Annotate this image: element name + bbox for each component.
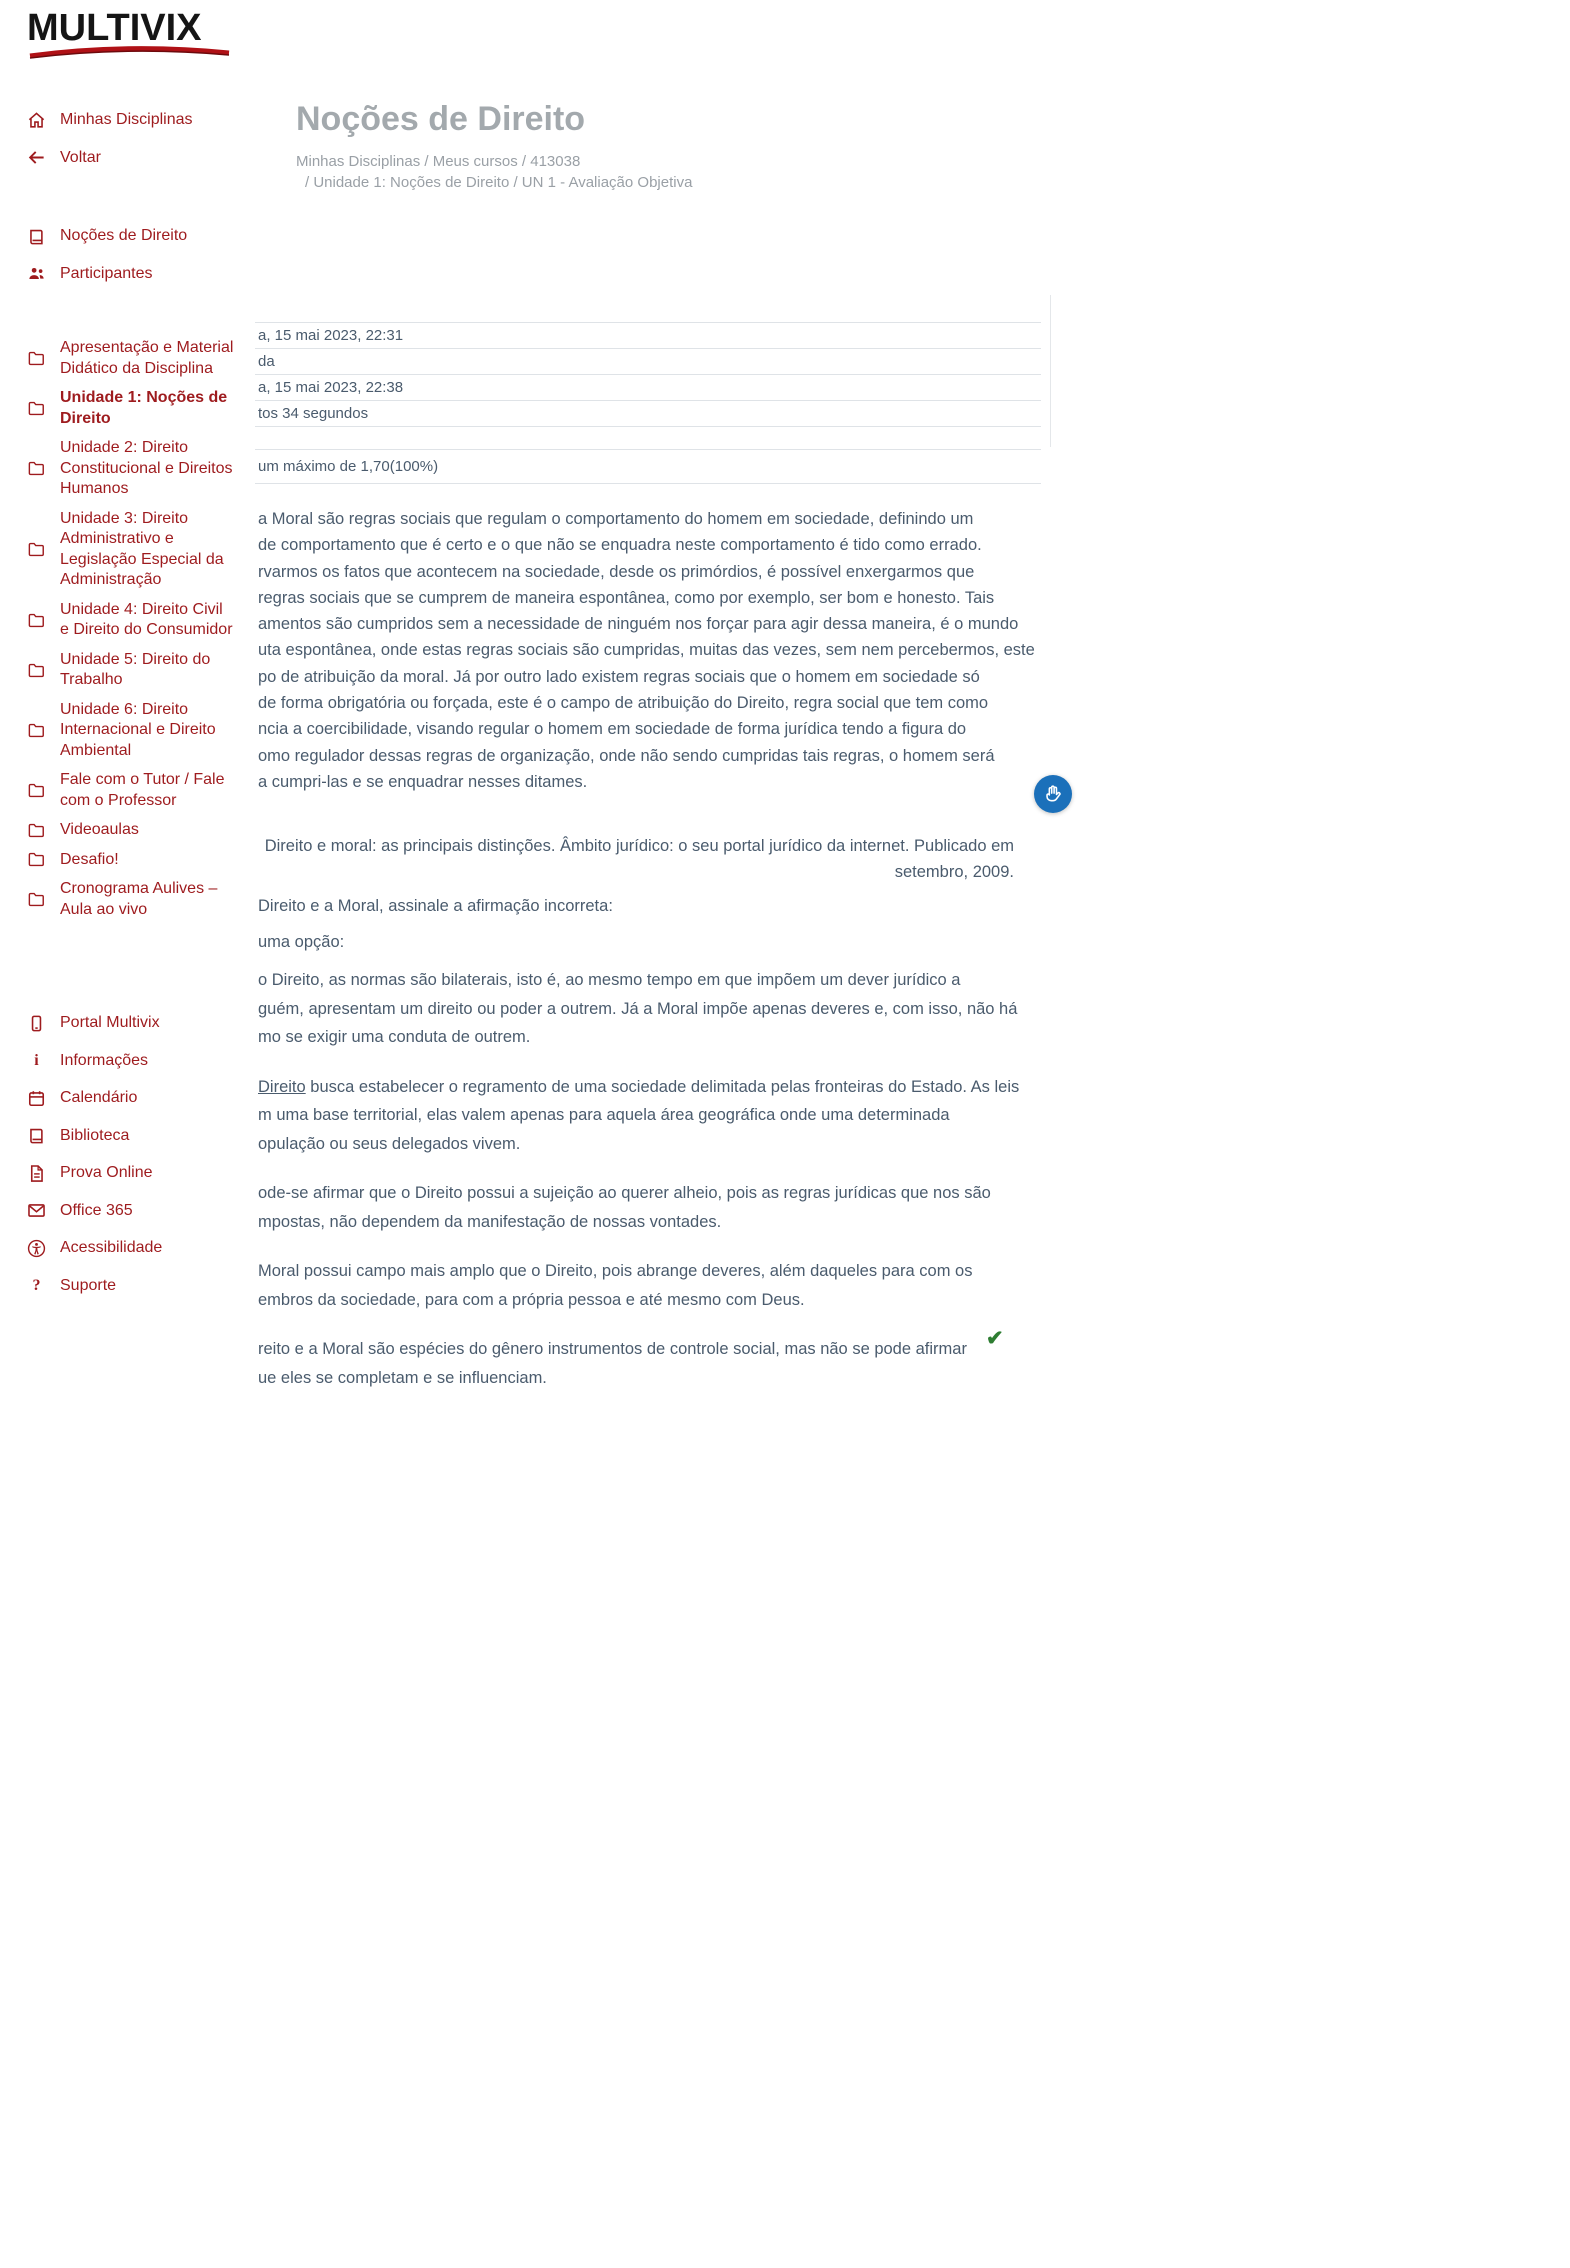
sidebar-item-label: Voltar xyxy=(60,148,101,166)
question-line: de forma obrigatória ou forçada, este é o campo de atribuição do Direito, regra social que tem como xyxy=(258,694,989,713)
sidebar-item-label: Informações xyxy=(60,1051,149,1069)
page-title: Noções de Direito xyxy=(296,100,586,138)
calendar-icon xyxy=(27,1089,46,1108)
option-line: o Direito, as normas são bilaterais, isto é, ao mesmo tempo em que impõem um dever jurídico a xyxy=(258,971,961,989)
sidebar-item-suporte[interactable] xyxy=(27,1276,236,1297)
sidebar-item-label: Acessibilidade xyxy=(60,1239,163,1256)
folder-icon xyxy=(27,540,46,559)
sidebar-item-desafio[interactable] xyxy=(27,850,236,871)
sidebar-item-label: Videoaulas xyxy=(60,821,139,838)
sidebar-item-label: Unidade 6: Direito Internacional e Direito Ambiental xyxy=(60,700,216,759)
sidebar-item-apresentacao[interactable] xyxy=(27,338,236,379)
mobile-icon xyxy=(27,1014,46,1033)
option-line: mo se exigir uma conduta de outrem. xyxy=(258,1028,531,1046)
folder-icon xyxy=(27,781,46,800)
answer-option-b xyxy=(258,1073,1018,1159)
choose-option-label: uma opção: xyxy=(258,933,345,951)
sidebar-item-label: Biblioteca xyxy=(60,1126,130,1144)
sidebar-item-unidade-6[interactable] xyxy=(27,700,236,762)
answer-options xyxy=(258,966,1018,1413)
question-text xyxy=(258,506,1035,795)
book-icon xyxy=(27,1126,46,1145)
sidebar-item-label: Minhas Disciplinas xyxy=(60,111,193,128)
attempt-summary-table xyxy=(255,322,1041,484)
multivix-logo-text: MULTIVIX xyxy=(27,7,202,49)
option-line: mpostas, não dependem da manifestação de nossas vontades. xyxy=(258,1212,722,1231)
citation-line-1: Direito e moral: as principais distinções. Âmbito jurídico: o seu portal jurídico da internet. Publicado em xyxy=(264,837,1014,855)
option-line: Moral possui campo mais amplo que o Direito, pois abrange deveres, além daqueles para com os xyxy=(258,1262,973,1280)
sidebar-item-biblioteca[interactable] xyxy=(27,1126,236,1147)
option-line: opulação ou seus delegados vivem. xyxy=(258,1134,521,1153)
underlined-term: Direito xyxy=(258,1077,306,1096)
sidebar-item-portal-multivix[interactable] xyxy=(27,1013,236,1034)
question-line: de comportamento que é certo e o que não se enquadra neste comportamento é tido como errado. xyxy=(258,536,982,555)
sidebar-item-label: Calendário xyxy=(60,1089,138,1106)
sidebar-item-label: Apresentação e Material Didático da Disciplina xyxy=(60,339,234,377)
summary-row-time-taken: tos 34 segundos xyxy=(255,400,1041,427)
multivix-logo xyxy=(27,8,237,60)
option-line: ode-se afirmar que o Direito possui a sujeição ao querer alheio, pois as regras jurídicas que nos são xyxy=(258,1184,991,1202)
sidebar-item-label: Suporte xyxy=(60,1276,117,1294)
sidebar-item-label: Participantes xyxy=(60,264,153,282)
question-prompt: Direito e a Moral, assinale a afirmação incorreta: xyxy=(258,897,613,915)
question-citation xyxy=(258,833,1014,886)
sidebar-nav-group xyxy=(27,110,236,185)
sidebar-item-label: Unidade 1: Noções de Direito xyxy=(60,389,228,427)
question-line: amentos são cumpridos sem a necessidade de ninguém nos forçar para agir dessa maneira, é o mundo xyxy=(258,615,1019,634)
sidebar-item-unidade-2[interactable] xyxy=(27,438,236,500)
sidebar-course-group xyxy=(27,226,236,301)
question-line: ncia a coercibilidade, visando regular o homem em sociedade de forma jurídica tendo a figura do xyxy=(258,720,967,739)
folder-icon xyxy=(27,721,46,740)
accessibility-widget-button[interactable] xyxy=(1034,775,1072,813)
sidebar-item-label: Cronograma Aulives – Aula ao vivo xyxy=(60,880,218,918)
answer-option-d xyxy=(258,1257,1018,1314)
sidebar-item-prova-online[interactable] xyxy=(27,1163,236,1184)
correct-answer-check-icon: ✔ xyxy=(986,1327,1004,1350)
info-icon: i xyxy=(34,1051,39,1069)
file-icon xyxy=(27,1164,46,1183)
question-line: omo regulador dessas regras de organização, onde não sendo cumpridas tais regras, o homem será xyxy=(258,746,995,765)
sidebar-item-cronograma[interactable] xyxy=(27,879,236,920)
sidebar-item-unidade-1[interactable] xyxy=(27,388,236,429)
sidebar-item-voltar[interactable] xyxy=(27,148,236,169)
summary-row-started: a, 15 mai 2023, 22:31 xyxy=(255,322,1041,348)
arrow-left-icon xyxy=(27,148,46,167)
summary-row-grade: um máximo de 1,70(100%) xyxy=(255,449,1041,484)
sidebar-item-unidade-3[interactable] xyxy=(27,509,236,591)
option-line: embros da sociedade, para com a própria pessoa e até mesmo com Deus. xyxy=(258,1290,805,1309)
question-line: uta espontânea, onde estas regras sociais são cumpridas, muitas das vezes, sem nem percebermos, este xyxy=(258,641,1035,660)
sidebar-item-label: Portal Multivix xyxy=(60,1014,160,1031)
folder-icon xyxy=(27,399,46,418)
sidebar-item-label: Prova Online xyxy=(60,1164,153,1181)
breadcrumb-line-1[interactable]: Minhas Disciplinas / Meus cursos / 413038 xyxy=(296,153,581,170)
sidebar-item-label: Unidade 4: Direito Civil e Direito do Consumidor xyxy=(60,600,233,638)
sidebar-item-acessibilidade[interactable] xyxy=(27,1238,236,1259)
users-icon xyxy=(27,264,46,283)
folder-icon xyxy=(27,459,46,478)
option-line: m uma base territorial, elas valem apenas para aquela área geográfica onde uma determinada xyxy=(258,1106,950,1124)
option-line: ue eles se completam e se influenciam. xyxy=(258,1368,547,1387)
question-line: regras sociais que se cumprem de maneira espontânea, como por exemplo, ser bom e honesto. Tais xyxy=(258,588,995,607)
sidebar-item-label: Unidade 3: Direito Administrativo e Legislação Especial da Administração xyxy=(60,509,224,588)
option-line-rest: busca estabelecer o regramento de uma sociedade delimitada pelas fronteiras do Estado. As leis xyxy=(305,1077,1020,1096)
citation-line-2: setembro, 2009. xyxy=(894,863,1014,882)
sidebar-item-label: Fale com o Tutor / Fale com o Professor xyxy=(60,771,225,809)
sidebar-tools-group xyxy=(27,1013,236,1313)
sidebar-item-label: Desafio! xyxy=(60,850,119,868)
folder-icon xyxy=(27,661,46,680)
breadcrumb[interactable] xyxy=(296,151,692,193)
sidebar-item-participantes[interactable] xyxy=(27,264,236,285)
sidebar-item-label: Office 365 xyxy=(60,1201,133,1219)
accessibility-icon xyxy=(27,1239,46,1258)
sidebar-item-label: Noções de Direito xyxy=(60,227,188,244)
home-icon xyxy=(27,111,46,130)
sidebar-item-office-365[interactable] xyxy=(27,1201,236,1222)
question-line: a cumpri-las e se enquadrar nesses ditames. xyxy=(258,772,588,791)
breadcrumb-line-2[interactable]: / Unidade 1: Noções de Direito / UN 1 - Avaliação Objetiva xyxy=(305,174,693,191)
answer-option-c xyxy=(258,1179,1018,1236)
sidebar-sections-group xyxy=(27,338,236,929)
envelope-icon xyxy=(27,1201,46,1220)
sidebar-item-informacoes[interactable] xyxy=(27,1051,236,1072)
sidebar-item-nocoes-de-direito[interactable] xyxy=(27,226,236,247)
question-line: a Moral são regras sociais que regulam o comportamento do homem em sociedade, definindo um xyxy=(258,510,974,528)
option-line: reito e a Moral são espécies do gênero instrumentos de controle social, mas não se pode afirmar xyxy=(258,1340,967,1358)
option-line: guém, apresentam um direito ou poder a outrem. Já a Moral impõe apenas deveres e, com isso, não há xyxy=(258,999,1018,1018)
folder-icon xyxy=(27,349,46,368)
answer-option-a xyxy=(258,966,1018,1052)
summary-row-state: da xyxy=(255,348,1041,374)
question-line: po de atribuição da moral. Já por outro lado existem regras sociais que o homem em sociedade só xyxy=(258,667,980,686)
folder-icon xyxy=(27,850,46,869)
sidebar-item-unidade-4[interactable] xyxy=(27,600,236,641)
folder-icon xyxy=(27,611,46,630)
summary-right-divider xyxy=(1050,295,1051,447)
question-line: rvarmos os fatos que acontecem na sociedade, desde os primórdios, é possível enxergarmos que xyxy=(258,562,975,581)
sidebar-item-fale-com-tutor[interactable] xyxy=(27,770,236,811)
sidebar-item-label: Unidade 2: Direito Constitucional e Direitos Humanos xyxy=(60,439,233,497)
answer-option-e xyxy=(258,1327,1018,1392)
option-line xyxy=(258,1073,1018,1102)
sidebar-item-minhas-disciplinas[interactable] xyxy=(27,110,236,131)
folder-icon xyxy=(27,890,46,909)
summary-row-completed: a, 15 mai 2023, 22:38 xyxy=(255,374,1041,400)
book-icon xyxy=(27,227,46,246)
sidebar-item-unidade-5[interactable] xyxy=(27,650,236,691)
sidebar-item-videoaulas[interactable] xyxy=(27,820,236,841)
question-icon: ? xyxy=(32,1276,41,1294)
hand-icon xyxy=(1042,783,1064,805)
sidebar-item-calendario[interactable] xyxy=(27,1088,236,1109)
folder-icon xyxy=(27,821,46,840)
sidebar-item-label: Unidade 5: Direito do Trabalho xyxy=(60,650,211,688)
